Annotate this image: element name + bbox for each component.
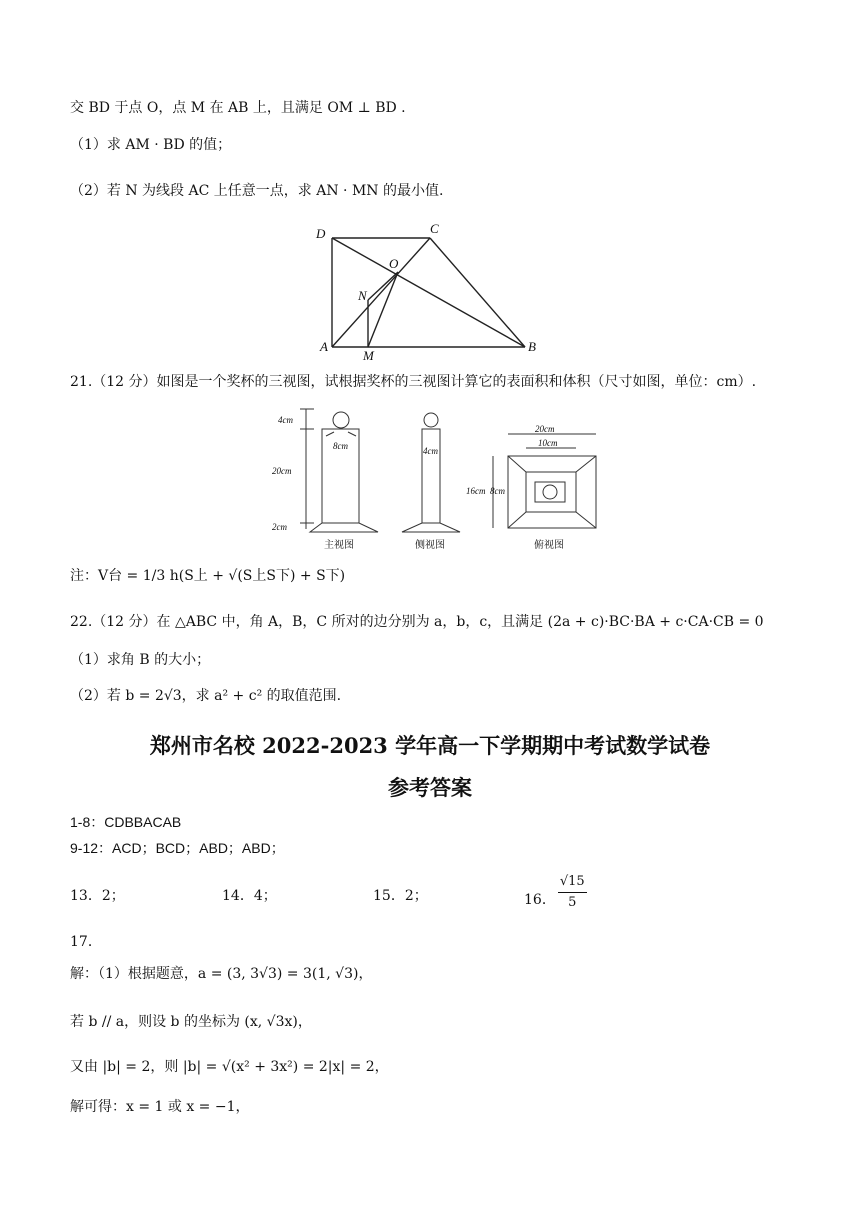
dim-top-16cm: 16cm — [466, 486, 486, 496]
segment-no — [368, 272, 398, 300]
answer-16-fraction: $\frac{√15}{5}$ — [559, 874, 585, 910]
volume-formula-note: 注：V台 = 1/3 h(S上 + √(S上S下) + S下) — [70, 568, 346, 584]
edge-cb — [430, 238, 525, 347]
dim-side-4cm: 4cm — [423, 446, 438, 456]
label-n: N — [358, 288, 367, 303]
geometry-figure — [310, 220, 550, 362]
dim-top-20cm: 20cm — [535, 424, 555, 434]
problem-22-part-1: （1）求角 B 的大小； — [70, 652, 211, 668]
exam-title: 郑州市名校 2022-2023 学年高一下学期期中考试数学试卷 — [149, 733, 711, 758]
solution-line-3: 又由 |b| = 2，则 |b| = √(x² + 3x²) = 2|x| = 2， — [70, 1059, 389, 1075]
label-b: B — [528, 339, 536, 354]
caption-top-view: 俯视图 — [534, 540, 564, 551]
answer-15: 15．2； — [373, 888, 428, 904]
answers-9-12: 9-12：ACD；BCD；ABD；ABD； — [70, 840, 285, 856]
dim-front-2cm: 2cm — [272, 522, 287, 532]
answer-17-label: 17． — [70, 934, 102, 950]
dim-top-8cm: 8cm — [490, 486, 505, 496]
dim-front-4cm: 4cm — [278, 415, 293, 425]
problem-22: 22.（12 分）在 △ABC 中，角 A，B，C 所对的边分别为 a，b，c，且满足 (2a + c)·BC·BA + c·CA·CB = 0 — [70, 614, 764, 630]
problem-subquestion-2: （2）若 N 为线段 AC 上任意一点，求 AN · MN 的最小值. — [70, 183, 444, 199]
solution-line-1: 解：（1）根据题意，a = (3, 3√3) = 3(1, √3)， — [70, 966, 373, 982]
top-view-sphere — [543, 485, 557, 499]
dim-front-20cm: 20cm — [272, 466, 292, 476]
solution-line-4: 解可得：x = 1 或 x = −1， — [70, 1099, 250, 1115]
label-c: C — [430, 221, 439, 236]
side-view-column — [422, 429, 440, 523]
three-view-figure — [270, 402, 610, 552]
diagonal-ac — [332, 238, 430, 347]
caption-side-view: 侧视图 — [415, 540, 445, 551]
front-view-sphere — [333, 412, 349, 428]
top-view-inner — [526, 472, 576, 512]
segment-om — [368, 272, 398, 347]
answer-title: 参考答案 — [388, 775, 472, 800]
problem-22-part-2: （2）若 b = 2√3，求 a² + c² 的取值范围. — [70, 688, 342, 704]
label-m: M — [363, 348, 374, 362]
problem-text-line: 交 BD 于点 O，点 M 在 AB 上，且满足 OM ⊥ BD . — [70, 100, 406, 116]
answer-13: 13．2； — [70, 888, 125, 904]
side-view-base — [402, 523, 460, 532]
answers-1-8: 1-8：CDBBACAB — [70, 814, 182, 830]
label-d: D — [316, 226, 326, 241]
label-a: A — [320, 339, 328, 354]
answer-16: 16． $\frac{√15}{5}$ — [524, 872, 589, 913]
side-view-sphere — [424, 413, 438, 427]
dim-top-10cm: 10cm — [538, 438, 558, 448]
answer-14: 14．4； — [222, 888, 277, 904]
dim-front-8cm: 8cm — [333, 441, 348, 451]
problem-21: 21.（12 分）如图是一个奖杯的三视图，试根据奖杯的三视图计算它的表面积和体积（尺寸如图，单位：cm）. — [70, 374, 757, 390]
solution-line-2: 若 b // a，则设 b 的坐标为 (x, √3x)， — [70, 1014, 312, 1030]
front-view-base — [310, 523, 378, 532]
problem-subquestion-1: （1）求 AM · BD 的值； — [70, 137, 232, 153]
caption-front-view: 主视图 — [324, 540, 354, 551]
label-o: O — [389, 256, 399, 271]
